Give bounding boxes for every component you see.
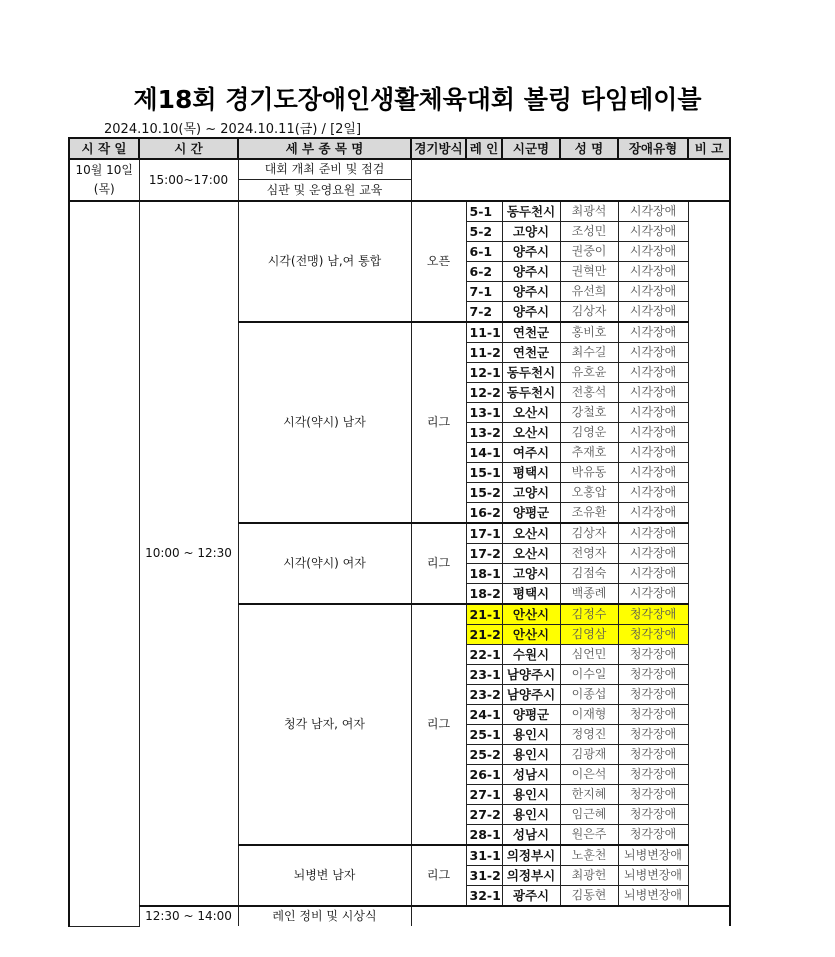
- participant-name-cell: 전홍석: [560, 383, 618, 403]
- city-cell: 오산시: [502, 544, 560, 564]
- city-cell: 성남시: [502, 825, 560, 846]
- participant-name-cell: 김광재: [560, 745, 618, 765]
- disability-cell: 청각장애: [618, 625, 688, 645]
- participant-name-cell: 권중이: [560, 242, 618, 262]
- page-title: 제18회 경기도장애인생활체육대회 볼링 타임테이블: [133, 85, 702, 114]
- participant-name-cell: 조유환: [560, 503, 618, 524]
- participant-name-cell: 원은주: [560, 825, 618, 846]
- lane-cell: 31-1: [466, 845, 502, 866]
- city-cell: 연천군: [502, 322, 560, 343]
- participant-name-cell: 이재형: [560, 705, 618, 725]
- participant-name-cell: 심언민: [560, 645, 618, 665]
- disability-cell: 시각장애: [618, 363, 688, 383]
- day2-time: 10:00 ~ 12:30: [139, 201, 238, 906]
- city-cell: 고양시: [502, 483, 560, 503]
- disability-cell: 청각장애: [618, 705, 688, 725]
- participant-name-cell: 조성민: [560, 222, 618, 242]
- disability-cell: 시각장애: [618, 201, 688, 222]
- city-cell: 안산시: [502, 604, 560, 625]
- participant-name-cell: 박유동: [560, 463, 618, 483]
- timetable-body: [69, 159, 730, 926]
- participant-name-cell: 김상자: [560, 523, 618, 544]
- header-lane: 레 인: [466, 138, 502, 159]
- city-cell: 성남시: [502, 765, 560, 785]
- lane-cell: 11-1: [466, 322, 502, 343]
- lane-cell: 12-1: [466, 363, 502, 383]
- header-disability: 장애유형: [618, 138, 688, 159]
- city-cell: 용인시: [502, 805, 560, 825]
- participant-name-cell: 이종섭: [560, 685, 618, 705]
- disability-cell: 청각장애: [618, 825, 688, 846]
- participant-name-cell: 유선희: [560, 282, 618, 302]
- lane-cell: 25-1: [466, 725, 502, 745]
- participant-name-cell: 이은석: [560, 765, 618, 785]
- disability-cell: 시각장애: [618, 262, 688, 282]
- city-cell: 고양시: [502, 222, 560, 242]
- event-name: 시각(약시) 여자: [238, 523, 411, 604]
- lane-cell: 26-1: [466, 765, 502, 785]
- lane-cell: 15-2: [466, 483, 502, 503]
- disability-cell: 시각장애: [618, 302, 688, 323]
- lane-cell: 25-2: [466, 745, 502, 765]
- lane-cell: 32-1: [466, 886, 502, 907]
- city-cell: 양주시: [502, 282, 560, 302]
- city-cell: 의정부시: [502, 845, 560, 866]
- city-cell: 동두천시: [502, 363, 560, 383]
- event-format: 리그: [411, 523, 466, 604]
- city-cell: 수원시: [502, 645, 560, 665]
- lane-cell: 7-1: [466, 282, 502, 302]
- disability-cell: 시각장애: [618, 483, 688, 503]
- city-cell: 평택시: [502, 584, 560, 605]
- lane-cell: 7-2: [466, 302, 502, 323]
- city-cell: 고양시: [502, 564, 560, 584]
- lane-cell: 27-2: [466, 805, 502, 825]
- lane-cell: 18-1: [466, 564, 502, 584]
- disability-cell: 시각장애: [618, 383, 688, 403]
- city-cell: 오산시: [502, 403, 560, 423]
- disability-cell: 시각장애: [618, 544, 688, 564]
- day1-event-2: 심판 및 운영요원 교육: [238, 180, 411, 202]
- lane-cell: 24-1: [466, 705, 502, 725]
- city-cell: 양주시: [502, 242, 560, 262]
- lane-cell: 14-1: [466, 443, 502, 463]
- day1-event-1: 대회 개최 준비 및 점검: [238, 159, 411, 180]
- lane-cell: 16-2: [466, 503, 502, 524]
- after-empty: [411, 906, 730, 926]
- disability-cell: 시각장애: [618, 463, 688, 483]
- timetable: [68, 137, 731, 927]
- participant-name-cell: 홍비호: [560, 322, 618, 343]
- participant-name-cell: 오홍압: [560, 483, 618, 503]
- lane-cell: 28-1: [466, 825, 502, 846]
- disability-cell: 뇌병변장애: [618, 866, 688, 886]
- lane-cell: 13-1: [466, 403, 502, 423]
- participant-name-cell: 노훈천: [560, 845, 618, 866]
- participant-name-cell: 유호윤: [560, 363, 618, 383]
- city-cell: 광주시: [502, 886, 560, 907]
- city-cell: 용인시: [502, 785, 560, 805]
- lane-cell: 23-2: [466, 685, 502, 705]
- lane-cell: 5-2: [466, 222, 502, 242]
- lane-cell: 17-2: [466, 544, 502, 564]
- lane-cell: 13-2: [466, 423, 502, 443]
- participant-name-cell: 김정수: [560, 604, 618, 625]
- event-name: 시각(전맹) 남,여 통합: [238, 201, 411, 322]
- lane-cell: 22-1: [466, 645, 502, 665]
- after-time: 12:30 ~ 14:00: [139, 906, 238, 926]
- city-cell: 오산시: [502, 423, 560, 443]
- lane-cell: 21-2: [466, 625, 502, 645]
- disability-cell: 청각장애: [618, 645, 688, 665]
- city-cell: 양주시: [502, 262, 560, 282]
- after-row: [69, 906, 730, 926]
- lane-cell: 21-1: [466, 604, 502, 625]
- day1-row: [69, 159, 730, 180]
- lane-cell: 6-1: [466, 242, 502, 262]
- participant-name-cell: 임근혜: [560, 805, 618, 825]
- city-cell: 양평군: [502, 705, 560, 725]
- disability-cell: 시각장애: [618, 242, 688, 262]
- lane-cell: 31-2: [466, 866, 502, 886]
- event-name: 청각 남자, 여자: [238, 604, 411, 845]
- after-event: 레인 정비 및 시상식: [238, 906, 411, 926]
- lane-cell: 15-1: [466, 463, 502, 483]
- city-cell: 오산시: [502, 523, 560, 544]
- day1-empty: [411, 159, 730, 201]
- disability-cell: 뇌병변장애: [618, 845, 688, 866]
- lane-cell: 6-2: [466, 262, 502, 282]
- event-format: 리그: [411, 604, 466, 845]
- event-name: 뇌병변 남자: [238, 845, 411, 906]
- day1-date-line1: 10월 10일: [75, 163, 134, 177]
- date-range: 2024.10.10(목) ~ 2024.10.11(금) / [2일]: [104, 122, 362, 137]
- disability-cell: 청각장애: [618, 685, 688, 705]
- disability-cell: 청각장애: [618, 665, 688, 685]
- event-format: 오픈: [411, 201, 466, 322]
- header-format: 경기방식: [411, 138, 466, 159]
- disability-cell: 시각장애: [618, 584, 688, 605]
- participant-name-cell: 최광헌: [560, 866, 618, 886]
- city-cell: 용인시: [502, 725, 560, 745]
- lane-cell: 23-1: [466, 665, 502, 685]
- lane-cell: 17-1: [466, 523, 502, 544]
- header-row: [69, 138, 730, 159]
- participant-name-cell: 추재호: [560, 443, 618, 463]
- city-cell: 여주시: [502, 443, 560, 463]
- disability-cell: 청각장애: [618, 805, 688, 825]
- event-name: 시각(약시) 남자: [238, 322, 411, 523]
- disability-cell: 청각장애: [618, 604, 688, 625]
- header-start-date: 시 작 일: [69, 138, 139, 159]
- disability-cell: 청각장애: [618, 765, 688, 785]
- participant-name-cell: 김영운: [560, 423, 618, 443]
- disability-cell: 시각장애: [618, 423, 688, 443]
- day1-time: 15:00~17:00: [139, 159, 238, 201]
- event-format: 리그: [411, 845, 466, 906]
- header-note: 비 고: [688, 138, 730, 159]
- participant-name-cell: 김영삼: [560, 625, 618, 645]
- disability-cell: 시각장애: [618, 343, 688, 363]
- participant-name-cell: 김점숙: [560, 564, 618, 584]
- disability-cell: 청각장애: [618, 745, 688, 765]
- day2-date: [69, 201, 139, 926]
- participant-name-cell: 이수일: [560, 665, 618, 685]
- lane-cell: 27-1: [466, 785, 502, 805]
- participant-name-cell: 최수길: [560, 343, 618, 363]
- participant-name-cell: 한지혜: [560, 785, 618, 805]
- disability-cell: 시각장애: [618, 322, 688, 343]
- city-cell: 남양주시: [502, 685, 560, 705]
- disability-cell: 청각장애: [618, 785, 688, 805]
- city-cell: 양평군: [502, 503, 560, 524]
- city-cell: 남양주시: [502, 665, 560, 685]
- header-name: 성 명: [560, 138, 618, 159]
- disability-cell: 청각장애: [618, 725, 688, 745]
- city-cell: 용인시: [502, 745, 560, 765]
- disability-cell: 시각장애: [618, 222, 688, 242]
- disability-cell: 시각장애: [618, 503, 688, 524]
- note-cell: [688, 201, 730, 906]
- header-city: 시군명: [502, 138, 560, 159]
- disability-cell: 시각장애: [618, 403, 688, 423]
- participant-name-cell: 권혁만: [560, 262, 618, 282]
- day1-date: [69, 159, 139, 201]
- disability-cell: 뇌병변장애: [618, 886, 688, 907]
- disability-cell: 시각장애: [618, 523, 688, 544]
- event-format: 리그: [411, 322, 466, 523]
- participant-name-cell: 김동현: [560, 886, 618, 907]
- lane-cell: 12-2: [466, 383, 502, 403]
- lane-cell: 18-2: [466, 584, 502, 605]
- lane-cell: 11-2: [466, 343, 502, 363]
- city-cell: 양주시: [502, 302, 560, 323]
- lane-cell: 5-1: [466, 201, 502, 222]
- participant-row: [69, 201, 730, 222]
- city-cell: 동두천시: [502, 383, 560, 403]
- participant-name-cell: 전영자: [560, 544, 618, 564]
- header-time: 시 간: [139, 138, 238, 159]
- day1-date-line2: (목): [93, 182, 115, 196]
- city-cell: 동두천시: [502, 201, 560, 222]
- participant-name-cell: 최광석: [560, 201, 618, 222]
- participant-name-cell: 백종례: [560, 584, 618, 605]
- city-cell: 평택시: [502, 463, 560, 483]
- disability-cell: 시각장애: [618, 443, 688, 463]
- city-cell: 연천군: [502, 343, 560, 363]
- city-cell: 안산시: [502, 625, 560, 645]
- disability-cell: 시각장애: [618, 564, 688, 584]
- disability-cell: 시각장애: [618, 282, 688, 302]
- participant-name-cell: 강철호: [560, 403, 618, 423]
- participant-name-cell: 김상자: [560, 302, 618, 323]
- header-event: 세 부 종 목 명: [238, 138, 411, 159]
- participant-name-cell: 정영진: [560, 725, 618, 745]
- city-cell: 의정부시: [502, 866, 560, 886]
